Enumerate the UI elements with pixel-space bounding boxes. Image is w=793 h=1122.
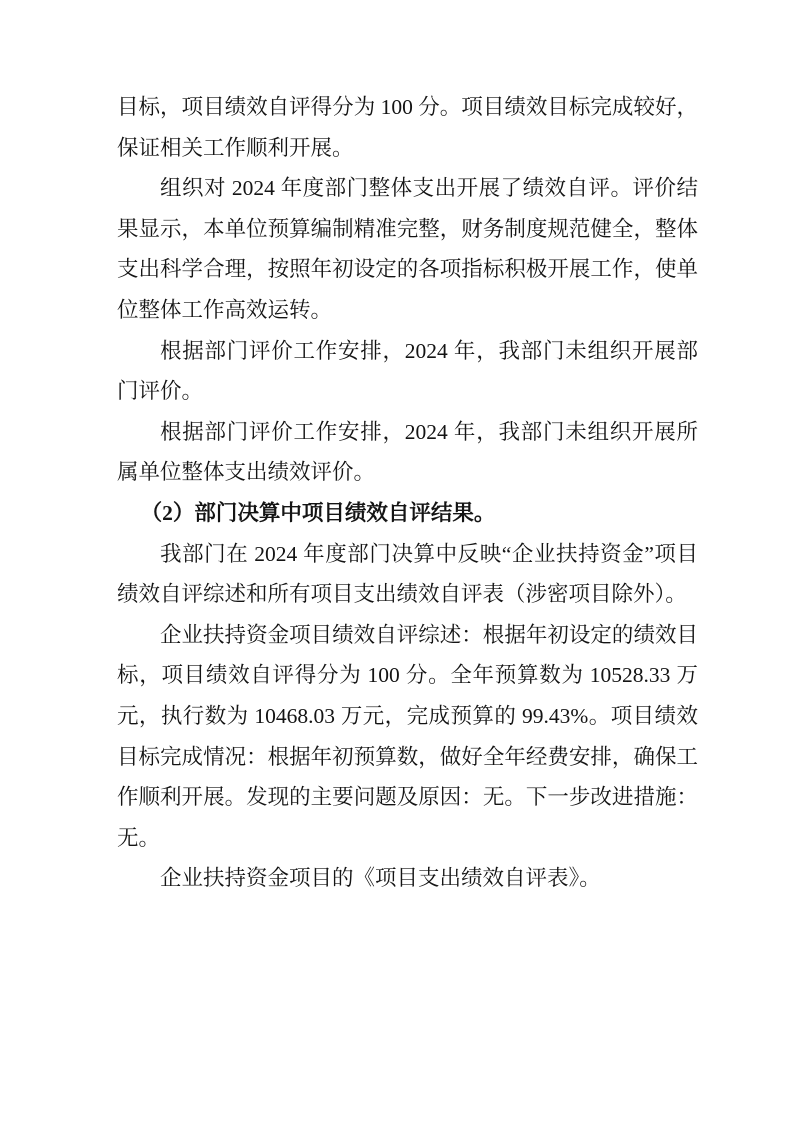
document-text-block <box>117 87 698 899</box>
paragraph-overall-expenditure-self-eval: 组织对 2024 年度部门整体支出开展了绩效自评。评价结果显示，本单位预算编制精准完整，财务制度规范健全，整体支出科学合理，按照年初设定的各项指标积极开展工作，使单位整体工作高效运转。 <box>117 176 698 322</box>
paragraph-continuation-project-score: 目标，项目绩效自评得分为 100 分。项目绩效目标完成较好，保证相关工作顺利开展。 <box>117 95 698 160</box>
paragraph-final-accounts-reflection: 我部门在 2024 年度部门决算中反映“企业扶持资金”项目绩效自评综述和所有项目支出绩效自评表（涉密项目除外）。 <box>117 541 698 607</box>
paragraph-no-subordinate-unit-evaluation: 根据部门评价工作安排，2024 年，我部门未组织开展所属单位整体支出绩效评价。 <box>117 419 698 485</box>
paragraph-enterprise-support-fund-summary: 企业扶持资金项目绩效自评综述：根据年初设定的绩效目标，项目绩效自评得分为 100 分。全年预算数为 10528.33 万元，执行数为 10468.03 万元，完成预算的 99.43%。项目绩效目标完成情况：根据年初预算数，做好全年经费安排，确保工作顺利开展。发现的主要问题及原因：无。下一步改进措施：无。 <box>117 622 698 850</box>
paragraph-self-eval-table-reference: 企业扶持资金项目的《项目支出绩效自评表》。 <box>160 866 601 891</box>
subsection-heading-project-self-eval-results: （2）部门决算中项目绩效自评结果。 <box>140 500 496 525</box>
paragraph-no-department-evaluation: 根据部门评价工作安排，2024 年，我部门未组织开展部门评价。 <box>117 338 698 404</box>
